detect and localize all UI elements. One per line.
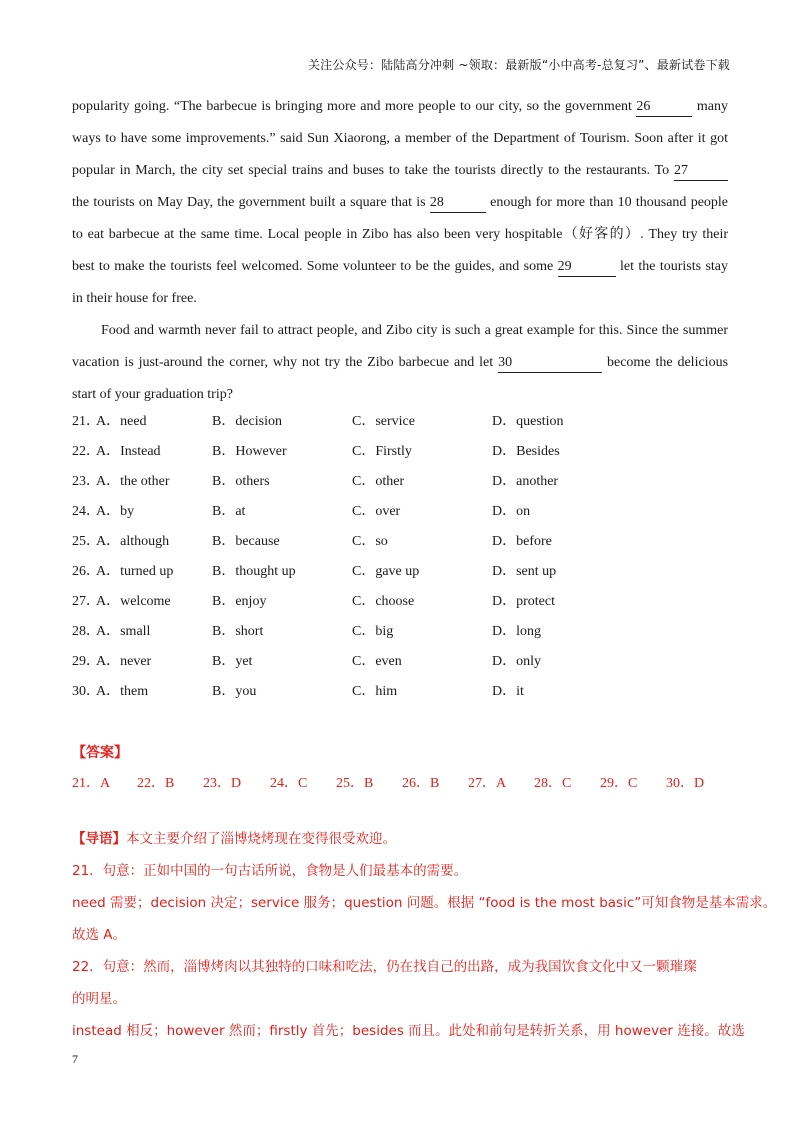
option-b: B．because — [212, 534, 280, 549]
option-b: B．short — [212, 624, 264, 639]
option-d: D．another — [492, 474, 559, 489]
answer-item: 27．A — [468, 776, 507, 791]
option-b: B．you — [212, 684, 257, 699]
option-d: D．long — [492, 624, 541, 639]
guide-text: 本文主要介绍了淄博烧烤现在变得很受欢迎。 — [126, 831, 396, 847]
option-a: A．welcome — [96, 594, 171, 609]
option-a: A．need — [96, 414, 147, 429]
explanation-section — [72, 828, 777, 1052]
q22-sentence: 22．句意：然而，淄博烤肉以其独特的口味和吃法，仍在找自己的出路，成为我国饮食文化中又一颗璀璨 — [72, 959, 697, 975]
option-d: D．question — [492, 414, 564, 429]
answer-item: 24．C — [270, 776, 308, 791]
passage-line-2: ways to have some improvements.” said Sun Xiaorong, a member of the Department of Tourism. Soon after it got — [72, 131, 728, 146]
question-number: 22． — [72, 444, 100, 459]
guide-tag: 【导语】 — [72, 831, 126, 847]
question-number: 27． — [72, 594, 100, 609]
passage-text: best to make the tourists feel welcomed. Some volunteer to be the guides, and some — [72, 259, 554, 274]
question-row — [72, 560, 728, 590]
passage-line-7: in their house for free. — [72, 291, 197, 306]
option-c: C．so — [352, 534, 388, 549]
question-row — [72, 590, 728, 620]
option-d: D．protect — [492, 594, 555, 609]
answer-item: 25．B — [336, 776, 374, 791]
q22-analysis: instead 相反；however 然而；firstly 首先；besides 而且。此处和前句是转折关系，用 however 连接。故选 — [72, 1023, 745, 1039]
option-a: A．small — [96, 624, 151, 639]
option-c: C．him — [352, 684, 398, 699]
option-b: B．enjoy — [212, 594, 267, 609]
option-b: B．at — [212, 504, 246, 519]
passage-text: popularity going. “The barbecue is bringing more and more people to our city, so the government — [72, 99, 632, 114]
blank-26: 26 — [636, 98, 692, 117]
cloze-passage — [72, 94, 728, 414]
option-d: D．it — [492, 684, 524, 699]
passage-line-9 — [72, 350, 728, 382]
passage-text: become the delicious — [607, 355, 729, 370]
answer-item: 28．C — [534, 776, 572, 791]
question-number: 24． — [72, 504, 100, 519]
blank-30: 30 — [498, 354, 602, 373]
question-row — [72, 650, 728, 680]
option-a: A．by — [96, 504, 135, 519]
passage-line-10: start of your graduation trip? — [72, 387, 233, 402]
option-c: C．over — [352, 504, 401, 519]
passage-text: popular in March, the city set special trains and buses to take the tourists directly to the restaurants. To — [72, 163, 670, 178]
option-b: B．decision — [212, 414, 282, 429]
question-row — [72, 620, 728, 650]
question-number: 21． — [72, 414, 100, 429]
question-row — [72, 410, 728, 440]
q21-sentence: 21．句意：正如中国的一句古话所说，食物是人们最基本的需要。 — [72, 863, 468, 879]
option-c: C．service — [352, 414, 415, 429]
option-a: A．the other — [96, 474, 170, 489]
q22-sentence-cont: 的明星。 — [72, 991, 126, 1007]
passage-line-5: to eat barbecue at the same time. Local people in Zibo has also been very hospitable（好客的）. They try their — [72, 227, 728, 242]
question-number: 25． — [72, 534, 100, 549]
answer-item: 29．C — [600, 776, 638, 791]
question-options — [72, 410, 728, 710]
option-a: A．although — [96, 534, 170, 549]
blank-28: 28 — [430, 194, 486, 213]
option-b: B．thought up — [212, 564, 296, 579]
option-c: C．even — [352, 654, 402, 669]
option-c: C．gave up — [352, 564, 420, 579]
question-row — [72, 440, 728, 470]
option-c: C．choose — [352, 594, 415, 609]
q21-analysis: need 需要；decision 决定；service 服务；question 问题。根据 “food is the most basic”可知食物是基本需求。 — [72, 895, 777, 911]
q21-choice: 故选 A。 — [72, 927, 127, 943]
option-b: B．However — [212, 444, 287, 459]
page-number: 7 — [72, 1052, 78, 1066]
passage-text: enough for more than 10 thousand people — [490, 195, 729, 210]
option-a: A．Instead — [96, 444, 161, 459]
passage-line-4 — [72, 190, 728, 222]
answer-item: 30．D — [666, 776, 705, 791]
option-c: C．other — [352, 474, 405, 489]
answer-heading: 【答案】 — [72, 745, 128, 761]
option-a: A．never — [96, 654, 152, 669]
question-number: 23． — [72, 474, 100, 489]
option-a: A．them — [96, 684, 149, 699]
answer-key — [72, 772, 728, 792]
answer-item: 23．D — [203, 776, 242, 791]
question-number: 29． — [72, 654, 100, 669]
question-number: 28． — [72, 624, 100, 639]
answer-item: 26．B — [402, 776, 440, 791]
option-b: B．others — [212, 474, 270, 489]
option-d: D．on — [492, 504, 531, 519]
question-number: 26． — [72, 564, 100, 579]
passage-text: let the tourists stay — [619, 259, 729, 274]
option-c: C．big — [352, 624, 394, 639]
question-row — [72, 680, 728, 710]
passage-text: many — [696, 99, 729, 114]
option-c: C．Firstly — [352, 444, 412, 459]
passage-line-3 — [72, 158, 728, 190]
question-row — [72, 470, 728, 500]
option-d: D．sent up — [492, 564, 557, 579]
answer-item: 21．A — [72, 776, 111, 791]
blank-29: 29 — [558, 258, 616, 277]
answer-item: 22．B — [137, 776, 175, 791]
passage-text: the tourists on May Day, the government built a square that is — [72, 195, 426, 210]
blank-27: 27 — [674, 162, 728, 181]
option-d: D．only — [492, 654, 541, 669]
option-a: A．turned up — [96, 564, 174, 579]
question-row — [72, 530, 728, 560]
passage-line-6 — [72, 254, 728, 286]
option-d: D．Besides — [492, 444, 560, 459]
option-b: B．yet — [212, 654, 253, 669]
question-number: 30． — [72, 684, 100, 699]
guide-line — [72, 828, 728, 860]
option-d: D．before — [492, 534, 552, 549]
passage-line-8: Food and warmth never fail to attract people, and Zibo city is such a great example for this. Since the summer — [101, 323, 728, 338]
passage-line-1 — [72, 94, 728, 126]
question-row — [72, 500, 728, 530]
page-header: 关注公众号：陆陆高分冲刺 ~领取：最新版“小中高考-总复习”、最新试卷下载 — [307, 58, 730, 72]
passage-text: vacation is just-around the corner, why not try the Zibo barbecue and let — [72, 355, 494, 370]
